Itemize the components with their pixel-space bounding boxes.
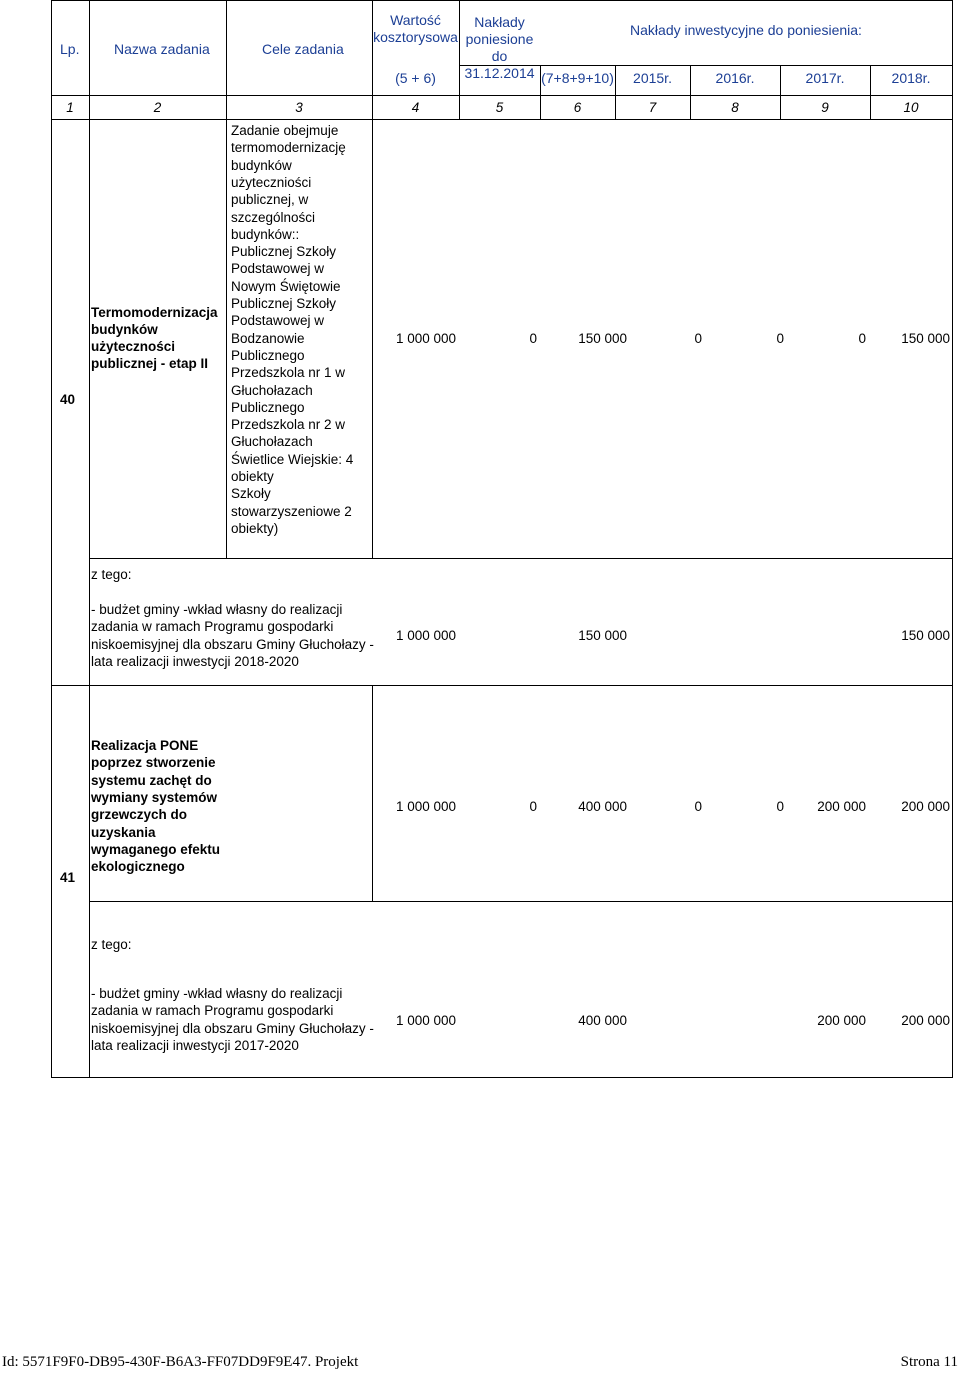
goal-line: Przedszkola nr 2 w (231, 417, 346, 433)
column-number: 3 (295, 100, 303, 115)
goal-line: budynków:: (231, 226, 300, 242)
row-lp: 41 (60, 870, 76, 885)
header-spent-date: 31.12.2014 (464, 65, 535, 81)
value-cell: 400 000 (578, 799, 627, 814)
document-id: Id: 5571F9F0-DB95-430F-B6A3-FF07DD9F9E47. Projekt (2, 1354, 359, 1370)
task-name-line: grzewczych do (91, 807, 188, 823)
goal-line: Publicznego (231, 347, 305, 363)
value-cell: 1 000 000 (395, 799, 456, 814)
header-spent-line3: do (491, 48, 508, 64)
goal-line: Głuchołazach (231, 382, 313, 398)
header-value-line1: Wartość (390, 12, 441, 28)
value-cell: 0 (529, 799, 537, 814)
task-name-line: wymiany systemów (91, 789, 218, 805)
subrow-line: zadania w ramach Programu gospodarki (91, 1003, 334, 1019)
subrow-value: 1 000 000 (395, 1013, 456, 1028)
goal-line: termomodernizację (231, 140, 346, 156)
row-lp: 40 (60, 392, 76, 407)
goal-line: Publicznej Szkoły (231, 296, 337, 311)
goal-line: obiekty (231, 469, 274, 484)
goal-line: stowarzyszeniowe 2 (231, 503, 352, 519)
subrow-label: z tego: (91, 567, 132, 582)
goal-line: Przedszkola nr 1 w (231, 365, 346, 381)
task-name-line: poprzez stworzenie (91, 755, 216, 771)
column-number: 7 (648, 100, 657, 115)
column-number: 6 (573, 100, 582, 115)
goal-line: Podstawowej w (231, 261, 325, 277)
subrow-value: 1 000 000 (395, 628, 456, 643)
goal-line: Publicznej Szkoły (231, 244, 337, 260)
subrow-value: 150 000 (901, 628, 950, 643)
column-number: 4 (411, 100, 420, 115)
goal-line: obiekty) (231, 520, 279, 536)
column-number: 9 (821, 100, 829, 115)
header-value-formula: (5 + 6) (395, 70, 436, 86)
header-goals: Cele zadania (262, 41, 344, 57)
task-name-line: użyteczności (91, 339, 176, 354)
column-number: 2 (153, 100, 162, 115)
goal-line: Nowym Świętowie (231, 278, 341, 294)
column-number: 8 (731, 100, 739, 115)
subrow-line: lata realizacji inwestycji 2017-2020 (91, 1037, 299, 1053)
column-number: 1 (66, 100, 74, 115)
task-name-line: Realizacja PONE (91, 738, 199, 753)
header-task-name: Nazwa zadania (114, 41, 210, 57)
value-cell: 1 000 000 (395, 331, 456, 346)
header-investment-title: Nakłady inwestycyjne do poniesienia: (630, 22, 862, 38)
task-name-line: systemu zachęt do (91, 772, 212, 788)
value-cell: 150 000 (578, 331, 627, 346)
subrow-label: z tego: (91, 937, 132, 952)
value-cell: 0 (776, 799, 784, 814)
header-spent-line1: Nakłady (474, 14, 525, 30)
task-name-line: publicznej - etap II (91, 356, 209, 371)
goal-line: Szkoły (231, 486, 271, 502)
goal-line: Publicznego (231, 399, 305, 415)
header-lp: Lp. (60, 41, 80, 57)
goal-line: Głuchołazach (231, 434, 313, 450)
subrow-value: 150 000 (578, 628, 627, 643)
column-number: 10 (903, 100, 919, 115)
value-cell: 200 000 (901, 799, 950, 814)
task-name-line: ekologicznego (91, 859, 185, 875)
column-number: 5 (495, 100, 504, 115)
subrow-line: niskoemisyjnej dla obszaru Gminy Głuchołazy - (91, 1020, 374, 1036)
goal-line: szczególności (231, 209, 316, 225)
header-investment-formula: (7+8+9+10) (541, 70, 614, 86)
header-year-2018: 2018r. (891, 70, 931, 86)
task-name-line: uzyskania (91, 824, 156, 840)
header-year-2017: 2017r. (805, 70, 845, 86)
header-spent-line2: poniesione (465, 31, 534, 47)
goal-line: Świetlice Wiejskie: 4 (231, 451, 354, 467)
value-cell: 0 (776, 331, 784, 346)
subrow-line: - budżet gminy -wkład własny do realizacji (91, 986, 343, 1001)
header-year-2015: 2015r. (633, 70, 672, 86)
value-cell: 0 (858, 331, 866, 346)
page-number: Strona 11 (900, 1354, 958, 1370)
value-cell: 200 000 (817, 799, 866, 814)
task-name-line: budynków (91, 322, 158, 337)
task-name-line: Termomodernizacja (91, 305, 218, 320)
subrow-value: 200 000 (817, 1013, 866, 1028)
subrow-line: zadania w ramach Programu gospodarki (91, 619, 334, 635)
goal-line: użyteczniości (231, 174, 312, 190)
value-cell: 0 (694, 331, 702, 346)
value-cell: 0 (529, 331, 537, 346)
value-cell: 0 (694, 799, 702, 814)
goal-line: Podstawowej w (231, 313, 325, 329)
subrow-line: niskoemisyjnej dla obszaru Gminy Głuchołazy - (91, 636, 374, 652)
subrow-value: 200 000 (901, 1013, 950, 1028)
subrow-line: lata realizacji inwestycji 2018-2020 (91, 653, 299, 669)
header-value-line2: kosztorysowa (373, 29, 458, 45)
goal-line: Bodzanowie (231, 330, 305, 346)
subrow-value: 400 000 (578, 1013, 627, 1028)
goal-line: budynków (231, 157, 292, 173)
task-name-line: wymaganego efektu (91, 841, 221, 857)
goal-line: publicznej, w (231, 192, 309, 208)
goal-line: Zadanie obejmuje (231, 123, 339, 138)
value-cell: 150 000 (901, 331, 950, 346)
header-year-2016: 2016r. (715, 70, 755, 86)
subrow-line: - budżet gminy -wkład własny do realizacji (91, 602, 343, 617)
